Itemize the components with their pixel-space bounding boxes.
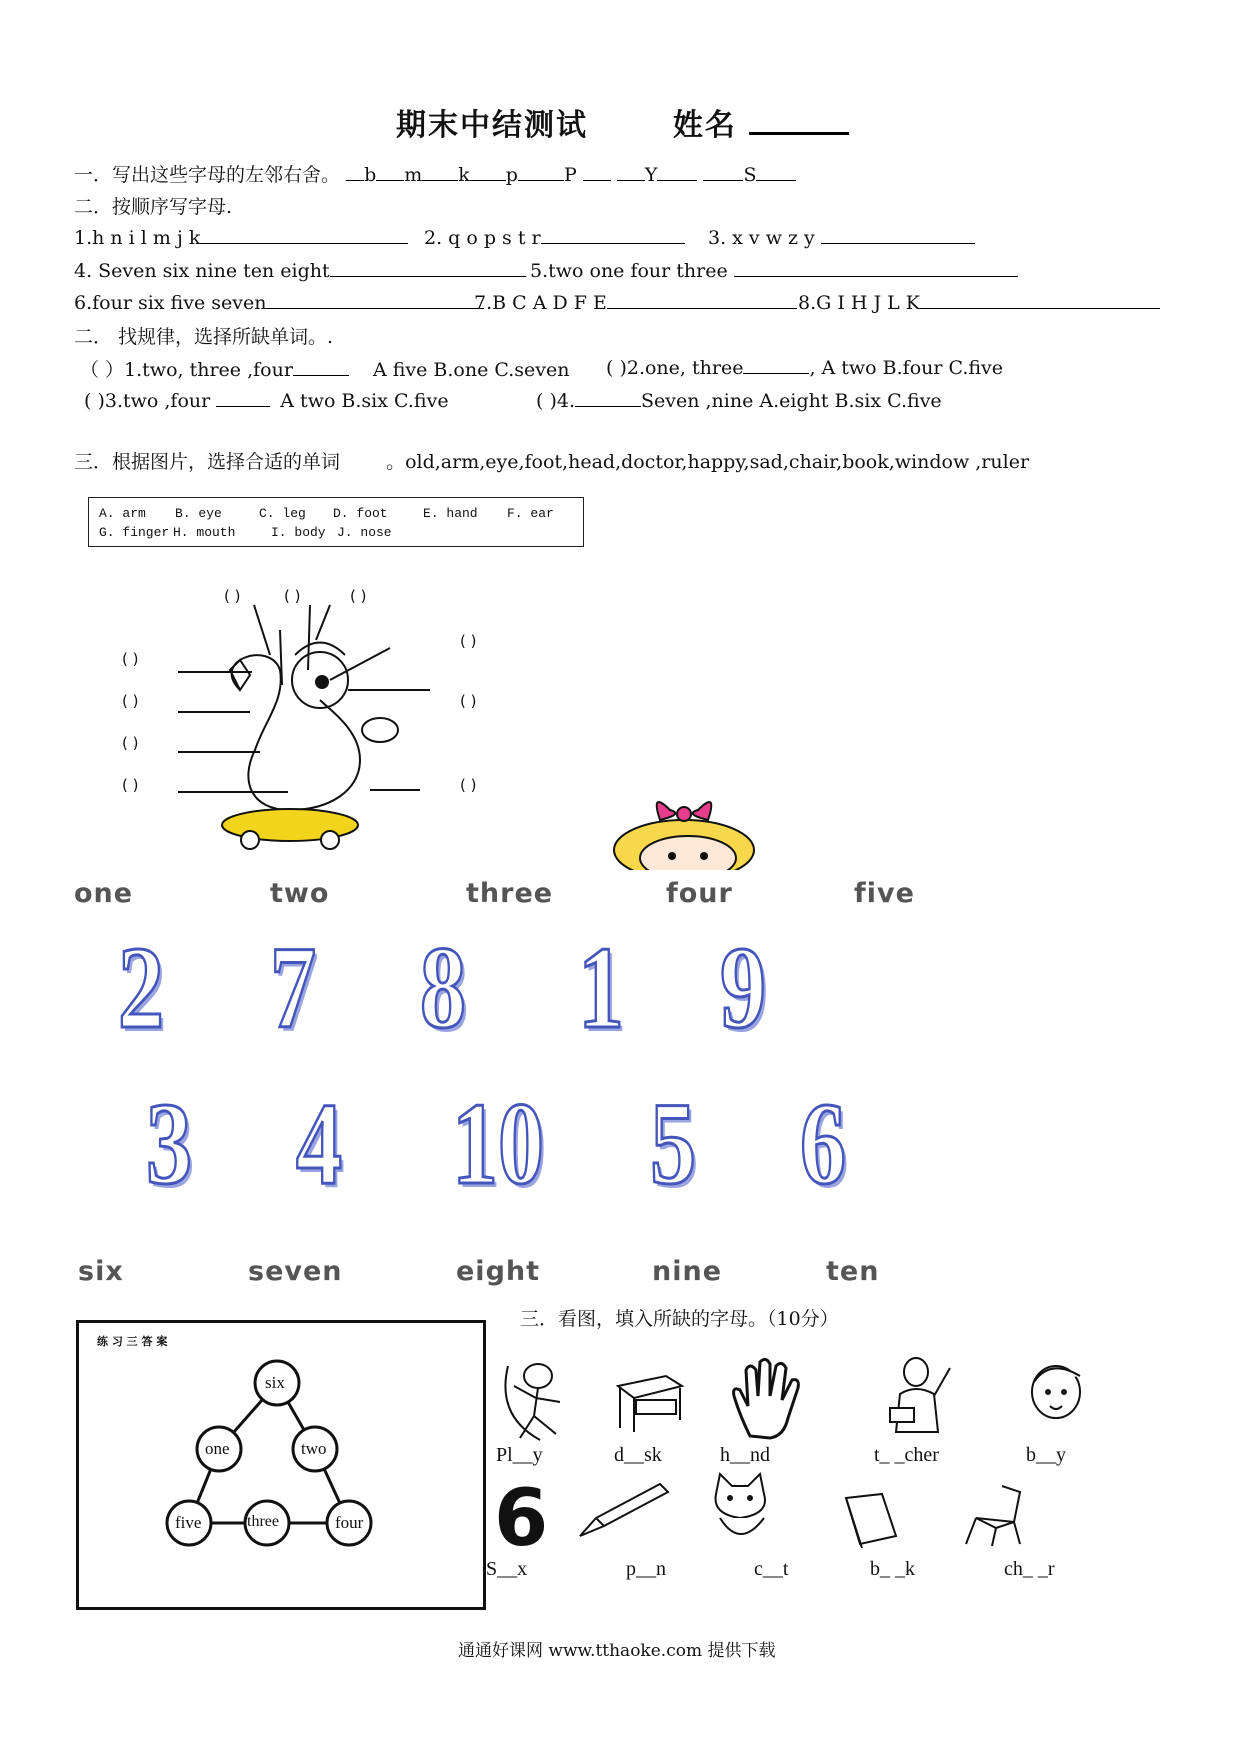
- answer-paren[interactable]: ( ): [122, 692, 139, 710]
- blank[interactable]: [617, 162, 645, 181]
- blank[interactable]: [541, 225, 685, 244]
- node-label: one: [205, 1439, 230, 1458]
- number-word: four: [666, 878, 733, 909]
- fill-word[interactable]: S__x: [486, 1558, 528, 1580]
- name-label: 姓名: [672, 108, 737, 143]
- pointer-line: [316, 605, 330, 640]
- section-4-instruction: 三．根据图片，选择合适的单词: [74, 451, 341, 473]
- desk-icon: [612, 1366, 686, 1436]
- big-digit: 7: [270, 922, 317, 1053]
- answer-box: [76, 1320, 486, 1610]
- blank[interactable]: [200, 225, 408, 244]
- node-label: three: [247, 1513, 279, 1530]
- word-legend-box: [88, 497, 584, 547]
- q2-options: , A two B.four C.five: [809, 357, 1004, 379]
- big-digit: 9: [720, 922, 767, 1053]
- big-digit: 3: [146, 1078, 193, 1209]
- blank[interactable]: [422, 162, 458, 181]
- legend-item: G. finger: [99, 525, 170, 540]
- blank[interactable]: [756, 162, 796, 181]
- node-label: six: [265, 1373, 285, 1392]
- fill-word[interactable]: d__sk: [614, 1444, 662, 1466]
- letter: b: [364, 164, 377, 186]
- legend-item: J. nose: [337, 525, 392, 540]
- number-word: eight: [456, 1256, 541, 1287]
- answer-paren[interactable]: ( ): [284, 587, 301, 605]
- q4-options: Seven ,nine A.eight B.six C.five: [641, 390, 942, 412]
- q1: （ ）1.two, three ,four: [80, 359, 293, 381]
- number-word: two: [270, 878, 330, 909]
- legend-item: A. arm: [99, 506, 146, 521]
- blank[interactable]: [470, 162, 506, 181]
- fill-word[interactable]: c__t: [754, 1558, 789, 1580]
- q8: 8.G I H J L K: [798, 292, 921, 314]
- blank[interactable]: [703, 162, 743, 181]
- blank[interactable]: [575, 388, 641, 407]
- blank[interactable]: [518, 162, 564, 181]
- number-word: nine: [652, 1256, 723, 1287]
- order-q4: [74, 258, 526, 282]
- q1-options: A five B.one C.seven: [372, 359, 570, 381]
- page-title: [396, 100, 849, 144]
- q3: 3. x v w z y: [708, 227, 815, 249]
- blank[interactable]: [583, 162, 611, 181]
- pointer-line: [254, 605, 270, 655]
- pattern-row-2: [84, 388, 449, 412]
- q4: 4. Seven six nine ten eight: [74, 260, 330, 282]
- letter: k: [458, 164, 470, 186]
- q3: ( )3.two ,four: [84, 390, 211, 412]
- q3-options: A two B.six C.five: [280, 390, 449, 412]
- order-q3: [708, 225, 975, 249]
- section-5-heading: 三．看图，填入所缺的字母。（10分）: [520, 1308, 839, 1330]
- q7: 7.B C A D F E: [474, 292, 607, 314]
- legend-item: H. mouth: [173, 525, 236, 540]
- legend-item: I. body: [271, 525, 326, 540]
- fill-word[interactable]: h__nd: [720, 1444, 770, 1466]
- section-3-heading: 二． 找规律，选择所缺单词。.: [74, 326, 334, 348]
- big-digit: 5: [650, 1078, 697, 1209]
- fill-word[interactable]: Pl__y: [496, 1444, 543, 1466]
- legend-item: B. eye: [175, 506, 222, 521]
- answer-paren[interactable]: ( ): [350, 587, 367, 605]
- fill-word[interactable]: b_ _k: [870, 1558, 915, 1580]
- legend-item: E. hand: [423, 506, 478, 521]
- cat-icon: [704, 1470, 780, 1550]
- order-q5: [530, 258, 1018, 282]
- page-footer: 通通好课网 www.tthaoke.com 提供下载: [458, 1641, 776, 1661]
- blank[interactable]: [920, 290, 1160, 309]
- answer-paren[interactable]: ( ): [224, 587, 241, 605]
- name-blank[interactable]: [749, 106, 849, 135]
- number-word: five: [854, 878, 915, 909]
- fill-word[interactable]: ch_ _r: [1004, 1558, 1055, 1580]
- teacher-icon: [880, 1354, 960, 1442]
- pattern-row-1: [80, 355, 569, 382]
- blank[interactable]: [330, 258, 526, 277]
- q1: 1.h n i l m j k: [74, 227, 201, 249]
- answer-paren[interactable]: ( ): [122, 650, 139, 668]
- blank[interactable]: [266, 290, 484, 309]
- q5: 5.two one four three: [530, 260, 728, 282]
- boy-icon: [1020, 1354, 1094, 1434]
- q2: ( )2.one, three: [606, 357, 744, 379]
- chair-icon: [962, 1482, 1026, 1548]
- book-icon: [842, 1490, 902, 1548]
- order-q7: [474, 290, 797, 314]
- fill-word[interactable]: b__y: [1026, 1444, 1066, 1466]
- six-digit-icon: 6: [494, 1474, 549, 1564]
- node-label: five: [175, 1513, 202, 1532]
- title-text: 期末中结测试: [396, 108, 588, 143]
- answer-box-label: 练 习 三 答 案: [97, 1335, 168, 1348]
- answer-paren[interactable]: ( ): [460, 632, 477, 650]
- blank[interactable]: [216, 388, 270, 407]
- pen-icon: [576, 1478, 672, 1542]
- number-word: one: [74, 878, 134, 909]
- section-4-heading: [74, 447, 1029, 474]
- section-1-instruction: 一．写出这些字母的左邻右舍。: [74, 164, 341, 186]
- blank[interactable]: [607, 290, 797, 309]
- answer-paren[interactable]: ( ): [122, 776, 139, 794]
- number-word: ten: [826, 1256, 880, 1287]
- node-label: two: [301, 1439, 327, 1458]
- blank[interactable]: [346, 162, 364, 181]
- section-1: [74, 160, 796, 187]
- big-digit: 8: [420, 922, 467, 1053]
- girl-face-illustration: [600, 790, 764, 870]
- blank[interactable]: [293, 357, 349, 376]
- fill-word[interactable]: p__n: [626, 1558, 666, 1580]
- blank[interactable]: [657, 162, 697, 181]
- girl-skipping-icon: [500, 1356, 580, 1442]
- order-row-1: [74, 225, 408, 249]
- big-digit: 2: [118, 922, 165, 1053]
- order-q6: [74, 290, 484, 314]
- hand-icon: [730, 1356, 810, 1440]
- letter: m: [404, 164, 423, 186]
- big-digit: 4: [296, 1078, 343, 1209]
- order-q2: [424, 225, 685, 249]
- blank[interactable]: [743, 355, 809, 374]
- number-word: six: [78, 1256, 124, 1287]
- pattern-row-1b: [606, 355, 1003, 379]
- legend-item: F. ear: [507, 506, 554, 521]
- blank[interactable]: [376, 162, 404, 181]
- number-word: three: [466, 878, 554, 909]
- letter: S: [743, 164, 757, 186]
- pattern-row-2b: [536, 388, 942, 412]
- word-bank: 。old,arm,eye,foot,head,doctor,happy,sad,chair,book,window ,ruler: [386, 451, 1030, 473]
- fill-word[interactable]: t_ _cher: [874, 1444, 939, 1466]
- letter: P: [563, 164, 577, 186]
- letter: Y: [644, 164, 658, 186]
- clown-illustration: [170, 600, 470, 860]
- answer-paren[interactable]: ( ): [460, 692, 477, 710]
- node-label: four: [335, 1513, 364, 1532]
- blank[interactable]: [821, 225, 975, 244]
- letter: p: [505, 164, 518, 186]
- big-digit: 1: [578, 922, 625, 1053]
- number-word: seven: [248, 1256, 343, 1287]
- number-triangle-diagram: [79, 1323, 483, 1607]
- answer-paren[interactable]: ( ): [122, 734, 139, 752]
- blank[interactable]: [734, 258, 1018, 277]
- legend-item: D. foot: [333, 506, 388, 521]
- q6: 6.four six five seven: [74, 292, 267, 314]
- answer-paren[interactable]: ( ): [460, 776, 477, 794]
- big-digit: 6: [800, 1078, 847, 1209]
- pointer-line: [308, 605, 310, 670]
- section-2-heading: 二．按顺序写字母.: [74, 196, 233, 218]
- q2: 2. q o p s t r: [424, 227, 541, 249]
- big-digit: 10: [452, 1078, 545, 1209]
- order-q8: [798, 290, 1160, 314]
- q4: ( )4.: [536, 390, 575, 412]
- pointer-line: [330, 648, 390, 680]
- legend-item: C. leg: [259, 506, 306, 521]
